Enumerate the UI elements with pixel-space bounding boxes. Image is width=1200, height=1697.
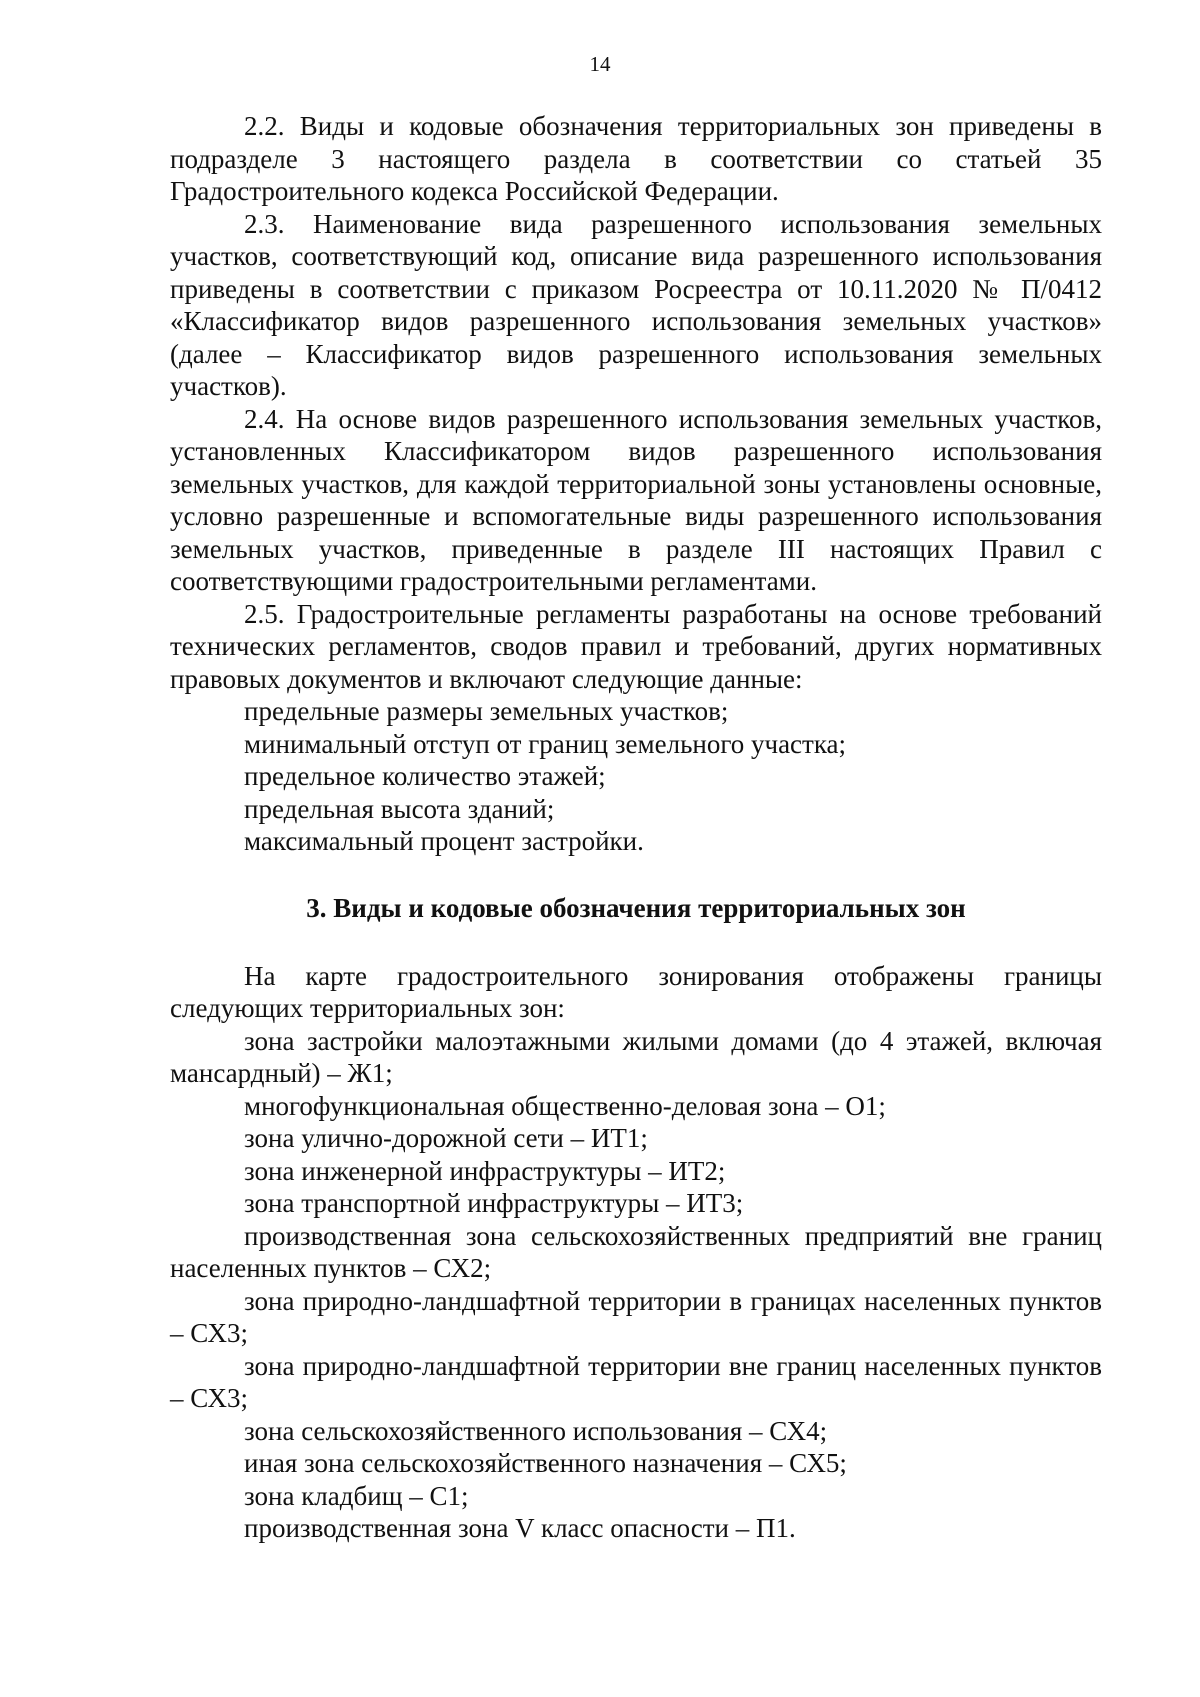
list-item: максимальный процент застройки. xyxy=(244,826,644,856)
section-heading: 3. Виды и кодовые обозначения территориальных зон xyxy=(306,892,966,923)
page-number: 14 xyxy=(589,52,611,76)
list-item: зона природно-ландшафтной территории вне границ населенных пунктов – СХ3; xyxy=(170,1350,1102,1413)
paragraph-2-5: 2.5. Градостроительные регламенты разработаны на основе требований технических регламентов, сводов правил и требований, других нормативных правовых документов и включают следующие данные: xyxy=(170,598,1102,694)
list-item: зона инженерной инфраструктуры – ИТ2; xyxy=(244,1155,726,1186)
list-item: зона природно-ландшафтной территории в границах населенных пунктов – СХ3; xyxy=(170,1285,1102,1348)
list-item: предельные размеры земельных участков; xyxy=(244,696,729,726)
list-item: предельное количество этажей; xyxy=(244,761,606,791)
regulation-list xyxy=(170,695,1102,858)
list-item: многофункциональная общественно-деловая зона – О1; xyxy=(244,1090,886,1121)
document-body xyxy=(170,110,1102,1545)
list-item: предельная высота зданий; xyxy=(244,793,555,824)
list-item: минимальный отступ от границ земельного участка; xyxy=(244,728,847,759)
list-item: производственная зона сельскохозяйственных предприятий вне границ населенных пунктов – СХ2; xyxy=(170,1220,1102,1283)
paragraph-2-4: 2.4. На основе видов разрешенного использования земельных участков, установленных Классификатором видов разрешенного использования земельных участков, для каждой территориальной зоны установлены основные, условно разрешенные и вспомогательные виды разрешенного использования земельных участков, приведенные в разделе III настоящих Правил с соответствующими градостроительными регламентами. xyxy=(170,403,1102,596)
list-item: зона улично-дорожной сети – ИТ1; xyxy=(244,1123,648,1153)
list-item: производственная зона V класс опасности – П1. xyxy=(244,1513,796,1543)
list-item: иная зона сельскохозяйственного назначения – СХ5; xyxy=(244,1448,847,1478)
zone-list xyxy=(170,1025,1102,1545)
list-item: зона сельскохозяйственного использования – СХ4; xyxy=(244,1415,828,1446)
paragraph-2-2: 2.2. Виды и кодовые обозначения территориальных зон приведены в подразделе 3 настоящего раздела в соответствии со статьей 35 Градостроительного кодекса Российской Федерации. xyxy=(170,111,1102,206)
section-intro: На карте градостроительного зонирования отображены границы следующих территориальных зон: xyxy=(170,960,1102,1023)
paragraph-2-3: 2.3. Наименование вида разрешенного использования земельных участков, соответствующий код, описание вида разрешенного использования приведены в соответствии с приказом Росреестра от 10.11.2020 № П/0412 «Классификатор видов разрешенного использования земельных участков» (далее – Классификатор видов разрешенного использования земельных участков). xyxy=(170,208,1102,401)
list-item: зона транспортной инфраструктуры – ИТ3; xyxy=(244,1188,744,1218)
list-item: зона застройки малоэтажными жилыми домами (до 4 этажей, включая мансардный) – Ж1; xyxy=(170,1025,1102,1088)
list-item: зона кладбищ – С1; xyxy=(244,1480,469,1511)
